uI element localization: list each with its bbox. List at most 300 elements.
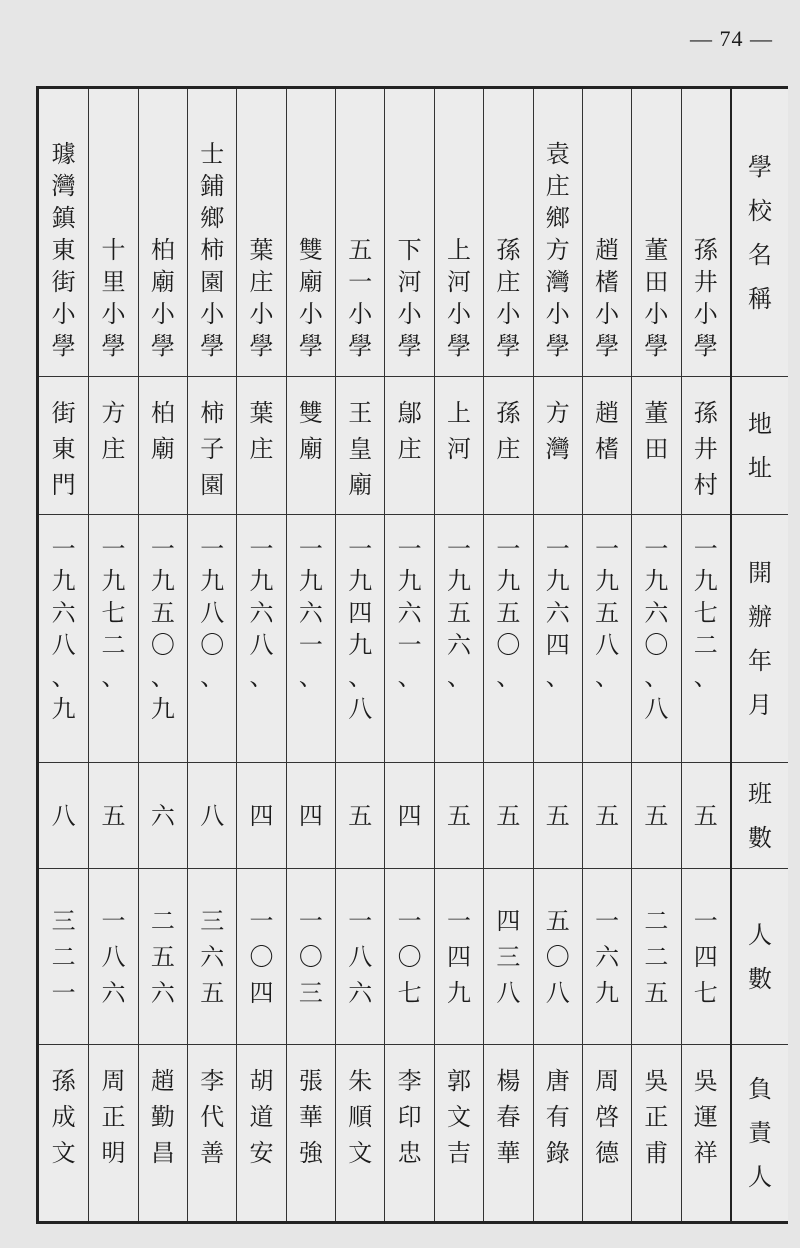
cell-principal xyxy=(682,1045,730,1221)
glyph: 九 xyxy=(397,567,422,595)
glyph: 五 xyxy=(446,599,471,627)
glyph: 七 xyxy=(101,599,126,627)
glyph: 柿 xyxy=(200,399,225,427)
glyph: 一 xyxy=(496,535,521,563)
glyph: 葉 xyxy=(249,236,274,264)
glyph: 學 xyxy=(397,332,422,360)
glyph: 錄 xyxy=(545,1139,570,1167)
glyph: 八 xyxy=(200,801,225,830)
glyph: 、 xyxy=(595,663,620,691)
glyph: 學 xyxy=(51,332,76,360)
cell-address xyxy=(237,377,285,515)
cell-address xyxy=(336,377,384,515)
glyph: 九 xyxy=(446,567,471,595)
glyph: 廟 xyxy=(298,268,323,296)
glyph: 六 xyxy=(298,599,323,627)
glyph: 一 xyxy=(644,535,669,563)
cell-founded xyxy=(484,515,532,763)
glyph: 三 xyxy=(200,906,225,935)
glyph: 孫 xyxy=(693,236,718,264)
glyph: 九 xyxy=(644,567,669,595)
glyph: 〇 xyxy=(397,942,422,971)
glyph: 學 xyxy=(747,152,772,181)
glyph: 庄 xyxy=(496,435,521,463)
glyph: 二 xyxy=(644,906,669,935)
glyph: 胡 xyxy=(249,1067,274,1095)
cell-classes xyxy=(435,763,483,869)
glyph: 學 xyxy=(200,332,225,360)
glyph: 一 xyxy=(595,535,620,563)
glyph: 灣 xyxy=(545,435,570,463)
glyph: 、 xyxy=(150,663,175,691)
cell-founded xyxy=(632,515,680,763)
glyph: 五 xyxy=(595,801,620,830)
glyph: 學 xyxy=(644,332,669,360)
cell-students xyxy=(385,869,433,1045)
glyph: 五 xyxy=(348,236,373,264)
cell-principal xyxy=(39,1045,88,1221)
glyph: 河 xyxy=(397,268,422,296)
glyph: 皇 xyxy=(348,435,373,463)
glyph: 一 xyxy=(150,535,175,563)
cell-address xyxy=(435,377,483,515)
glyph: 孫 xyxy=(51,1067,76,1095)
cell-classes xyxy=(287,763,335,869)
glyph: 庄 xyxy=(101,435,126,463)
glyph: 郭 xyxy=(446,1067,471,1095)
glyph: 里 xyxy=(101,268,126,296)
glyph: 名 xyxy=(747,240,772,269)
glyph: 九 xyxy=(200,567,225,595)
cell-students xyxy=(682,869,730,1045)
glyph: 街 xyxy=(51,399,76,427)
cell-school-name xyxy=(484,89,532,377)
glyph: 一 xyxy=(249,906,274,935)
glyph: 學 xyxy=(348,332,373,360)
cell-students xyxy=(139,869,187,1045)
glyph: 五 xyxy=(644,801,669,830)
glyph: 小 xyxy=(150,300,175,328)
school-row xyxy=(236,89,285,1221)
cell-students xyxy=(583,869,631,1045)
glyph: 班 xyxy=(747,779,772,808)
glyph: 、 xyxy=(298,663,323,691)
glyph: 柿 xyxy=(200,236,225,264)
glyph: 五 xyxy=(595,599,620,627)
cell-students xyxy=(287,869,335,1045)
glyph: 、 xyxy=(545,663,570,691)
glyph: 四 xyxy=(249,978,274,1007)
cell-founded xyxy=(583,515,631,763)
glyph: 代 xyxy=(200,1103,225,1131)
glyph: 甫 xyxy=(644,1139,669,1167)
cell-founded xyxy=(139,515,187,763)
glyph: 下 xyxy=(397,236,422,264)
glyph: 小 xyxy=(397,300,422,328)
glyph: 董 xyxy=(644,399,669,427)
glyph: 庄 xyxy=(249,435,274,463)
glyph: 六 xyxy=(595,942,620,971)
glyph: 五 xyxy=(200,978,225,1007)
glyph: 八 xyxy=(51,801,76,830)
cell-principal xyxy=(583,1045,631,1221)
glyph: 、 xyxy=(446,663,471,691)
glyph: 〇 xyxy=(545,942,570,971)
glyph: 璩 xyxy=(51,140,76,168)
glyph: 趙 xyxy=(595,236,620,264)
cell-founded xyxy=(188,515,236,763)
cell-principal xyxy=(287,1045,335,1221)
glyph: 小 xyxy=(446,300,471,328)
cell-principal xyxy=(385,1045,433,1221)
glyph: 昌 xyxy=(150,1139,175,1167)
glyph: 園 xyxy=(200,268,225,296)
glyph: 月 xyxy=(747,690,772,719)
cell-school-name xyxy=(139,89,187,377)
glyph: 勤 xyxy=(150,1103,175,1131)
glyph: 忠 xyxy=(397,1139,422,1167)
glyph: 校 xyxy=(747,196,772,225)
glyph: 〇 xyxy=(644,631,669,659)
glyph: 春 xyxy=(496,1103,521,1131)
glyph: 鄔 xyxy=(397,399,422,427)
glyph: 四 xyxy=(249,801,274,830)
glyph: 華 xyxy=(298,1103,323,1131)
glyph: 河 xyxy=(446,435,471,463)
cell-principal xyxy=(139,1045,187,1221)
glyph: 年 xyxy=(747,646,772,675)
glyph: 鄉 xyxy=(200,204,225,232)
glyph: 六 xyxy=(101,978,126,1007)
glyph: 六 xyxy=(150,801,175,830)
cell-address xyxy=(287,377,335,515)
glyph: 一 xyxy=(51,535,76,563)
header-address xyxy=(732,377,788,515)
glyph: 五 xyxy=(545,801,570,830)
glyph: 德 xyxy=(595,1139,620,1167)
glyph: 柏 xyxy=(150,236,175,264)
glyph: 九 xyxy=(249,567,274,595)
glyph: 街 xyxy=(51,268,76,296)
glyph: 九 xyxy=(545,567,570,595)
glyph: 東 xyxy=(51,435,76,463)
glyph: 上 xyxy=(446,236,471,264)
glyph: 華 xyxy=(496,1139,521,1167)
glyph: 強 xyxy=(298,1139,323,1167)
glyph: 三 xyxy=(496,942,521,971)
glyph: 學 xyxy=(298,332,323,360)
glyph: 一 xyxy=(298,535,323,563)
glyph: 小 xyxy=(693,300,718,328)
school-row xyxy=(483,89,532,1221)
cell-classes xyxy=(682,763,730,869)
school-row xyxy=(286,89,335,1221)
glyph: 五 xyxy=(150,599,175,627)
glyph: 六 xyxy=(249,599,274,627)
glyph: 七 xyxy=(693,978,718,1007)
cell-students xyxy=(632,869,680,1045)
glyph: 五 xyxy=(693,801,718,830)
school-row xyxy=(434,89,483,1221)
glyph: 二 xyxy=(693,631,718,659)
glyph: 〇 xyxy=(150,631,175,659)
glyph: 村 xyxy=(693,471,718,499)
cell-principal xyxy=(435,1045,483,1221)
cell-founded xyxy=(237,515,285,763)
school-table xyxy=(36,86,788,1224)
glyph: 雙 xyxy=(298,399,323,427)
glyph: 文 xyxy=(446,1103,471,1131)
cell-classes xyxy=(336,763,384,869)
glyph: 鄉 xyxy=(545,204,570,232)
cell-address xyxy=(89,377,137,515)
glyph: 李 xyxy=(397,1067,422,1095)
glyph: 四 xyxy=(446,942,471,971)
cell-students xyxy=(39,869,88,1045)
glyph: 負 xyxy=(747,1075,772,1103)
glyph: 學 xyxy=(101,332,126,360)
glyph: 張 xyxy=(298,1067,323,1095)
cell-school-name xyxy=(39,89,88,377)
glyph: 八 xyxy=(51,631,76,659)
glyph: 、 xyxy=(51,663,76,691)
glyph: 〇 xyxy=(249,942,274,971)
glyph: 四 xyxy=(348,599,373,627)
glyph: 井 xyxy=(693,268,718,296)
glyph: 九 xyxy=(446,978,471,1007)
glyph: 一 xyxy=(545,535,570,563)
glyph: 五 xyxy=(348,801,373,830)
cell-students xyxy=(336,869,384,1045)
glyph: 五 xyxy=(545,906,570,935)
glyph: 二 xyxy=(150,906,175,935)
glyph: 一 xyxy=(101,906,126,935)
glyph: 辦 xyxy=(747,602,772,631)
glyph: 九 xyxy=(51,695,76,723)
cell-address xyxy=(139,377,187,515)
glyph: 一 xyxy=(348,535,373,563)
glyph: 榰 xyxy=(595,268,620,296)
glyph: 周 xyxy=(101,1067,126,1095)
glyph: 六 xyxy=(446,631,471,659)
glyph: 〇 xyxy=(200,631,225,659)
cell-founded xyxy=(435,515,483,763)
glyph: 田 xyxy=(644,435,669,463)
glyph: 六 xyxy=(51,599,76,627)
glyph: 一 xyxy=(397,631,422,659)
glyph: 學 xyxy=(496,332,521,360)
school-row xyxy=(384,89,433,1221)
cell-founded xyxy=(682,515,730,763)
glyph: 吉 xyxy=(446,1139,471,1167)
glyph: 四 xyxy=(693,942,718,971)
glyph: 文 xyxy=(348,1139,373,1167)
cell-address xyxy=(583,377,631,515)
cell-address xyxy=(632,377,680,515)
glyph: 孫 xyxy=(693,399,718,427)
glyph: 四 xyxy=(397,801,422,830)
glyph: 袁 xyxy=(545,140,570,168)
glyph: 八 xyxy=(545,978,570,1007)
glyph: 朱 xyxy=(348,1067,373,1095)
cell-principal xyxy=(632,1045,680,1221)
glyph: 八 xyxy=(595,631,620,659)
glyph: 學 xyxy=(249,332,274,360)
cell-address xyxy=(188,377,236,515)
cell-students xyxy=(89,869,137,1045)
header-column xyxy=(730,89,788,1221)
cell-classes xyxy=(632,763,680,869)
glyph: 葉 xyxy=(249,399,274,427)
glyph: 成 xyxy=(51,1103,76,1131)
cell-address xyxy=(39,377,88,515)
cell-school-name xyxy=(583,89,631,377)
glyph: 、 xyxy=(101,663,126,691)
cell-classes xyxy=(583,763,631,869)
glyph: 正 xyxy=(101,1103,126,1131)
glyph: 學 xyxy=(693,332,718,360)
glyph: 道 xyxy=(249,1103,274,1131)
glyph: 李 xyxy=(200,1067,225,1095)
glyph: 學 xyxy=(446,332,471,360)
glyph: 九 xyxy=(51,567,76,595)
glyph: 〇 xyxy=(496,631,521,659)
glyph: 唐 xyxy=(545,1067,570,1095)
glyph: 井 xyxy=(693,435,718,463)
cell-classes xyxy=(484,763,532,869)
glyph: 五 xyxy=(496,599,521,627)
glyph: 方 xyxy=(545,399,570,427)
cell-founded xyxy=(89,515,137,763)
school-row xyxy=(582,89,631,1221)
header-principal xyxy=(732,1045,788,1221)
glyph: 一 xyxy=(348,906,373,935)
glyph: 周 xyxy=(595,1067,620,1095)
glyph: 學 xyxy=(545,332,570,360)
cell-principal xyxy=(237,1045,285,1221)
glyph: 小 xyxy=(249,300,274,328)
glyph: 趙 xyxy=(150,1067,175,1095)
glyph: 安 xyxy=(249,1139,274,1167)
glyph: 、 xyxy=(644,663,669,691)
page-number: — 74 — xyxy=(690,26,773,51)
glyph: 小 xyxy=(496,300,521,328)
glyph: 一 xyxy=(298,906,323,935)
cell-founded xyxy=(39,515,88,763)
glyph: 人 xyxy=(747,1163,772,1191)
glyph: 東 xyxy=(51,236,76,264)
glyph: 人 xyxy=(747,920,772,949)
cell-classes xyxy=(534,763,582,869)
glyph: 小 xyxy=(51,300,76,328)
glyph: 孫 xyxy=(496,236,521,264)
glyph: 二 xyxy=(644,942,669,971)
glyph: 六 xyxy=(397,599,422,627)
school-row xyxy=(138,89,187,1221)
cell-school-name xyxy=(682,89,730,377)
glyph: 、 xyxy=(200,663,225,691)
glyph: 園 xyxy=(200,471,225,499)
glyph: 、 xyxy=(249,663,274,691)
glyph: 二 xyxy=(101,631,126,659)
cell-principal xyxy=(89,1045,137,1221)
glyph: 責 xyxy=(747,1119,772,1147)
glyph: 五 xyxy=(496,801,521,830)
glyph: 稱 xyxy=(747,284,772,313)
cell-students xyxy=(484,869,532,1045)
cell-founded xyxy=(336,515,384,763)
school-row xyxy=(631,89,680,1221)
cell-address xyxy=(682,377,730,515)
glyph: 六 xyxy=(644,599,669,627)
glyph: 吳 xyxy=(693,1067,718,1095)
glyph: 學 xyxy=(150,332,175,360)
cell-school-name xyxy=(534,89,582,377)
cell-address xyxy=(484,377,532,515)
glyph: 一 xyxy=(348,268,373,296)
glyph: 方 xyxy=(101,399,126,427)
glyph: 九 xyxy=(693,567,718,595)
glyph: 田 xyxy=(644,268,669,296)
glyph: 八 xyxy=(249,631,274,659)
glyph: 六 xyxy=(150,978,175,1007)
glyph: 一 xyxy=(446,906,471,935)
glyph: 王 xyxy=(348,399,373,427)
cell-principal xyxy=(534,1045,582,1221)
glyph: 三 xyxy=(298,978,323,1007)
glyph: 吳 xyxy=(644,1067,669,1095)
glyph: 河 xyxy=(446,268,471,296)
glyph: 運 xyxy=(693,1103,718,1131)
glyph: 有 xyxy=(545,1103,570,1131)
school-row xyxy=(39,89,88,1221)
cell-principal xyxy=(336,1045,384,1221)
glyph: 灣 xyxy=(51,172,76,200)
cell-classes xyxy=(188,763,236,869)
glyph: 四 xyxy=(496,906,521,935)
cell-school-name xyxy=(237,89,285,377)
cell-address xyxy=(385,377,433,515)
glyph: 開 xyxy=(747,558,772,587)
glyph: 、 xyxy=(397,663,422,691)
glyph: 柏 xyxy=(150,399,175,427)
school-row xyxy=(187,89,236,1221)
glyph: 孫 xyxy=(496,399,521,427)
glyph: 一 xyxy=(397,906,422,935)
glyph: 門 xyxy=(51,471,76,499)
header-students xyxy=(732,869,788,1045)
glyph: 六 xyxy=(348,978,373,1007)
glyph: 六 xyxy=(200,942,225,971)
glyph: 九 xyxy=(150,567,175,595)
cell-students xyxy=(435,869,483,1045)
glyph: 五 xyxy=(101,801,126,830)
glyph: 董 xyxy=(644,236,669,264)
glyph: 庄 xyxy=(249,268,274,296)
cell-classes xyxy=(385,763,433,869)
glyph: 士 xyxy=(200,140,225,168)
school-row xyxy=(533,89,582,1221)
glyph: 地 xyxy=(747,409,772,438)
cell-school-name xyxy=(287,89,335,377)
cell-principal xyxy=(484,1045,532,1221)
cell-school-name xyxy=(89,89,137,377)
glyph: 廟 xyxy=(150,435,175,463)
glyph: 廟 xyxy=(150,268,175,296)
cell-school-name xyxy=(188,89,236,377)
glyph: 明 xyxy=(101,1139,126,1167)
glyph: 四 xyxy=(545,631,570,659)
